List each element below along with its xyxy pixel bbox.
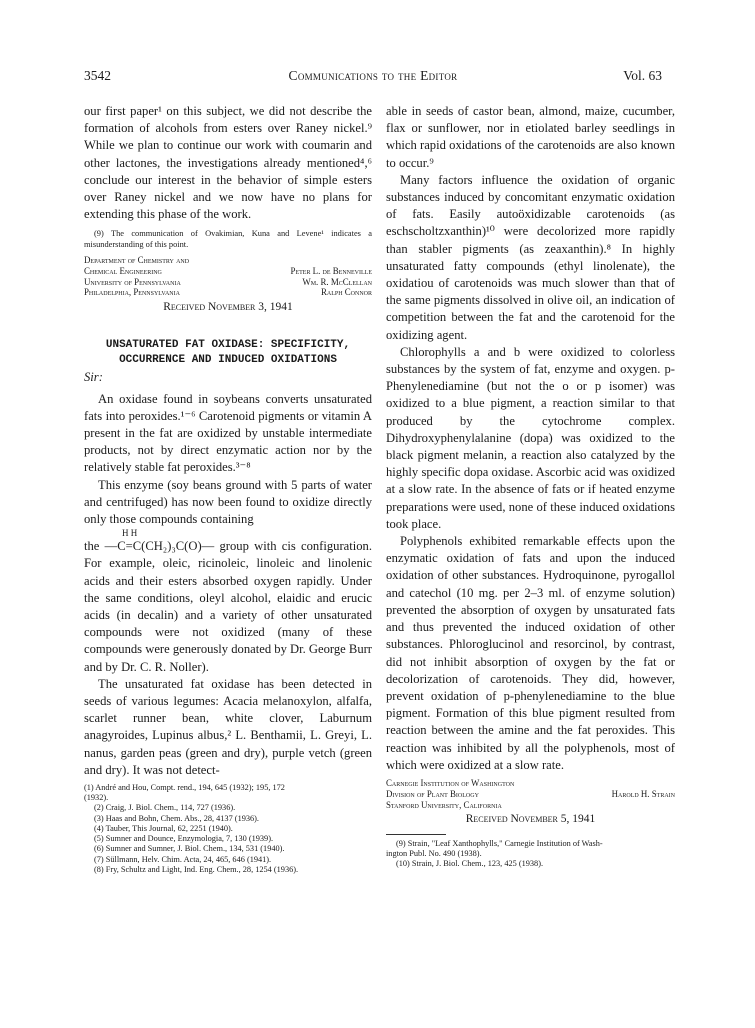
author-name: Peter L. de Benneville xyxy=(290,265,372,276)
paragraph: The unsaturated fat oxidase has been detected in seeds of various legumes: Acacia melanoxylon, alfalfa, scarlet runner bean, white clover, Laburnum anagyroides, Lupinus albus,² L. Benthamii, L. Greyi, L. nanus, garden peas (green and dry), purple vetch (green and dry). It was not detect- xyxy=(84,676,372,777)
reference: (1932). xyxy=(84,793,109,803)
footnote-divider xyxy=(386,834,446,835)
paragraph: Many factors influence the oxidation of organic substances induced by concomitant enzymatic oxidation of fats. Easily autoöxidizable carotenoids (as eschscholtzxanthin)¹⁰ were decolorized more rapidly than stabler pigments (as zeaxanthin).⁸ In highly unsaturated fatty compounds (ethyl linolenate), the oxidatiou of carotenoids was much slower than that of the same pigments dissolved in olive oil, an indication of competition between the fat and the carotenoid for the oxidizing agent. xyxy=(386,172,675,342)
article-heading xyxy=(84,338,372,367)
heading-line: OCCURRENCE AND INDUCED OXIDATIONS xyxy=(119,353,337,366)
paragraph: An oxidase found in soybeans converts unsaturated fats into peroxides.¹⁻⁶ Carotenoid pigments or vitamin A present in the fat are oxidized by unstable intermediate products, not by direct enzymatic action nor by the relatively stable fat peroxides.³⁻⁸ xyxy=(84,391,372,475)
address-line: Chemical Engineering xyxy=(84,265,162,276)
author-name: Ralph Connor xyxy=(320,287,372,298)
paragraph: the —C=C(CH₂)₃C(O)— group with cis configuration. For example, oleic, ricinoleic, linoleic and linolenic acids and their esters absorbed oxygen rapidly. Under the same conditions, oleyl alcohol, elaidic and erucic acids (in decalin) and a variety of other unsaturated compounds were not oxidized (many of these compounds were generously donated by Dr. George Burr and by Dr. C. R. Noller). xyxy=(84,539,372,674)
address-line: Stanford University, California xyxy=(386,799,502,810)
page-number: 3542 xyxy=(84,68,111,83)
structure-hydrogens: H H xyxy=(122,528,138,539)
reference: (7) Süllmann, Helv. Chim. Acta, 24, 465, 646 (1941). xyxy=(94,854,272,864)
address-line: Department of Chemistry and xyxy=(84,255,190,266)
reference: (3) Haas and Bohn, Chem. Abs., 28, 4137 (1936). xyxy=(94,813,259,823)
reference: (4) Tauber, This Journal, 62, 2251 (1940). xyxy=(94,823,233,833)
running-header xyxy=(84,68,662,86)
heading-line: UNSATURATED FAT OXIDASE: SPECIFICITY, xyxy=(105,339,351,352)
address-line: Division of Plant Biology xyxy=(386,788,479,799)
running-title: Communications to the Editor xyxy=(288,68,458,83)
reference-list xyxy=(84,783,372,875)
received-date: Received November 5, 1941 xyxy=(465,813,596,826)
author-address-block xyxy=(386,778,675,810)
address-line: Carnegie Institution of Washington xyxy=(386,777,515,788)
reference: (2) Craig, J. Biol. Chem., 114, 727 (1936). xyxy=(94,803,236,813)
left-column xyxy=(84,103,372,875)
paragraph: our first paper¹ on this subject, we did not describe the formation of alcohols from esters over Raney nickel.⁹ While we plan to continue our work with coumarin and other lactones, the investigations already mentioned⁴,⁶ conclude our interest in the behavior of simple esters over Raney nickel and we now have no plans for extending this phase of the work. xyxy=(84,104,372,222)
right-column xyxy=(386,103,675,869)
reference-list xyxy=(386,839,675,870)
author-name: Wm. R. McClellan xyxy=(302,276,372,287)
reference: (5) Sumner and Dounce, Enzymologia, 7, 130 (1939). xyxy=(94,834,274,844)
address-line: Philadelphia, Pennsylvania xyxy=(84,287,180,298)
paragraph: Chlorophylls a and b were oxidized to colorless substances by the system of fat, enzyme and oxygen. p-Phenylenediamine (but not the o or p isomer) was oxidized to a blue pigment, a reaction similar to that produced by the cytochrome complex. Dihydroxyphenylalanine (dopa) was oxidized to the black pigment melanin, a reaction also catalyzed by the highly specific dopa oxidase. Ascorbic acid was oxidized at a slow rate. In the absence of fats or if heated enzyme preparations were used, none of these induced oxidations took place. xyxy=(386,344,675,531)
reference: (8) Fry, Schultz and Light, Ind. Eng. Chem., 28, 1254 (1936). xyxy=(94,864,299,874)
author-name: Harold H. Strain xyxy=(611,788,675,799)
footnote: (9) The communication of Ovakimian, Kuna and Levene¹ indicates a misunderstanding of this point. xyxy=(84,229,372,250)
paragraph: This enzyme (soy beans ground with 5 parts of water and centrifuged) has now been found to oxidize directly only those compounds containing xyxy=(84,477,372,527)
received-date: Received November 3, 1941 xyxy=(163,301,293,314)
reference: (9) Strain, "Leaf Xanthophylls," Carnegie Institution of Wash- xyxy=(396,838,603,848)
reference: (1) André and Hou, Compt. rend., 194, 645 (1932); 195, 172 xyxy=(84,783,285,793)
reference: ington Publ. No. 490 (1938). xyxy=(386,848,482,858)
salutation: Sir: xyxy=(84,370,103,385)
paragraph: Polyphenols exhibited remarkable effects upon the enzymatic oxidation of fats and upon the induced oxidation of other substances. Hydroquinone, pyrogallol and catechol (10 mg. per 2–3 ml. of enzyme solution) prevented the absorption of oxygen by unsaturated fats and thus prevented the induced oxidation of other substances. Phloroglucinol and resorcinol, by contrast, did not inhibit absorption of oxygen by the fat or decolorization of carotenoids. They did, however, prevent oxidation of p-phenylenediamine to the blue pigment. Formation of this blue pigment resulted from reaction between the amine and the fat peroxides. This reaction was inhibited by all the polyphenols, most of which were oxidized at a slow rate. xyxy=(386,534,675,772)
volume-label: Vol. 63 xyxy=(623,68,662,83)
address-line: University of Pennsylvania xyxy=(84,276,181,287)
reference: (10) Strain, J. Biol. Chem., 123, 425 (1938). xyxy=(396,858,544,868)
author-address-block xyxy=(84,255,372,298)
paragraph: able in seeds of castor bean, almond, maize, cucumber, flax or sunflower, nor in etiolated barley seedlings in which rapid oxidations of the carotenoids are also known to occur.⁹ xyxy=(386,104,675,170)
reference: (6) Sumner and Sumner, J. Biol. Chem., 134, 531 (1940). xyxy=(94,844,285,854)
